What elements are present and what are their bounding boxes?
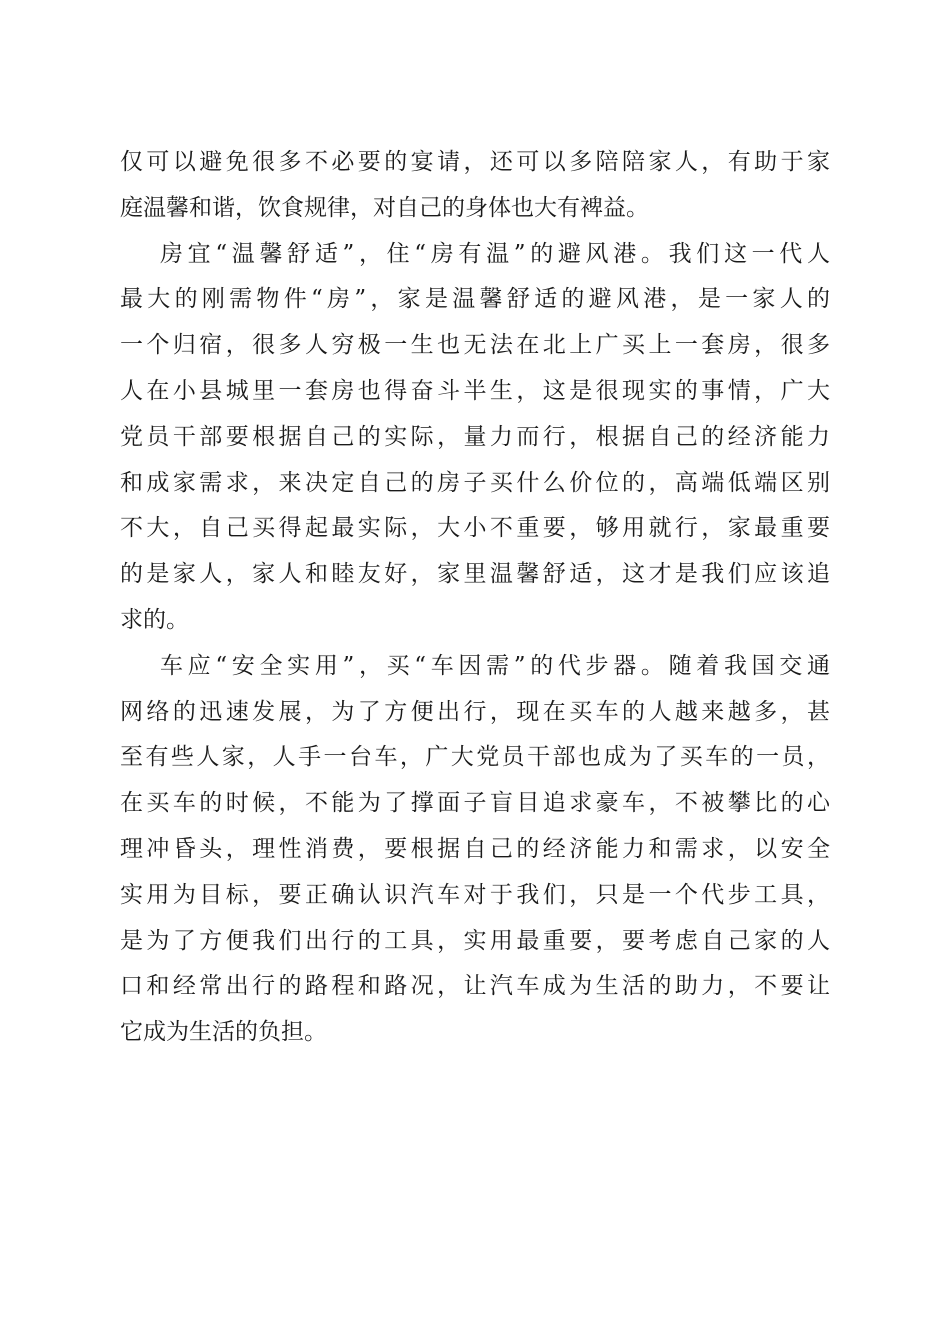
text-line: 庭温馨和谐，饮食规律，对自己的身体也大有裨益。: [120, 194, 649, 221]
text-line: 在买车的时候，不能为了撑面子盲目追求豪车，不被攀比的心: [120, 790, 830, 817]
text-line: 车应“安全实用”，买“车因需”的代步器。随着我国交通: [160, 652, 830, 679]
paragraph-car: [120, 644, 830, 1056]
text-line: 是为了方便我们出行的工具，实用最重要，要考虑自己家的人: [120, 927, 830, 954]
text-line: 求的。: [120, 606, 189, 633]
text-line: 不大，自己买得起最实际，大小不重要，够用就行，家最重要: [120, 515, 830, 542]
text-line: 人在小县城里一套房也得奋斗半生，这是很现实的事情，广大: [120, 377, 830, 404]
text-line: 一个归宿，很多人穷极一生也无法在北上广买上一套房，很多: [120, 332, 830, 359]
text-line: 口和经常出行的路程和路况，让汽车成为生活的助力，不要让: [120, 973, 830, 1000]
text-line: 至有些人家，人手一台车，广大党员干部也成为了买车的一员，: [120, 744, 830, 771]
text-line: 仅可以避免很多不必要的宴请，还可以多陪陪家人，有助于家: [120, 149, 830, 175]
text-line: 房宜“温馨舒适”，住“房有温”的避风港。我们这一代人: [160, 240, 830, 267]
text-line: 理冲昏头，理性消费，要根据自己的经济能力和需求，以安全: [120, 835, 830, 862]
text-line: 实用为目标，要正确认识汽车对于我们，只是一个代步工具，: [120, 881, 830, 908]
text-line: 最大的刚需物件“房”，家是温馨舒适的避风港，是一家人的: [120, 286, 830, 313]
paragraph-housing: [120, 232, 830, 644]
text-line: 和成家需求，来决定自己的房子买什么价位的，高端低端区别: [120, 469, 830, 496]
body-text: [120, 140, 830, 1056]
paragraph-continuation: [120, 140, 830, 232]
text-line: 它成为生活的负担。: [120, 1019, 327, 1046]
text-line: 的是家人，家人和睦友好，家里温馨舒适，这才是我们应该追: [120, 561, 830, 588]
text-line: 党员干部要根据自己的实际，量力而行，根据自己的经济能力: [120, 423, 830, 450]
text-line: 网络的迅速发展，为了方便出行，现在买车的人越来越多，甚: [120, 698, 830, 725]
